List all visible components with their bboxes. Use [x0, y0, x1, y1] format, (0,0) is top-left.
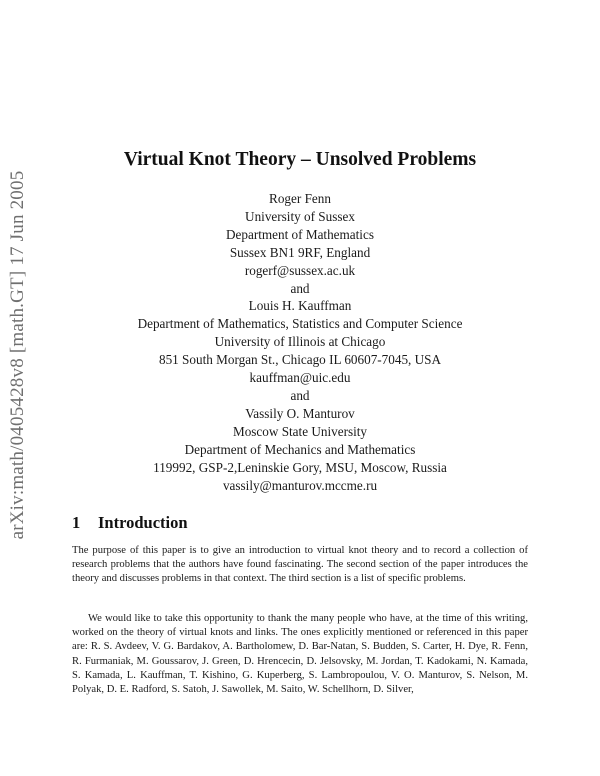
and-separator: and [290, 280, 310, 296]
paper-title: Virtual Knot Theory – Unsolved Problems [123, 149, 477, 170]
body-paragraph: The purpose of this paper is to give an introduction to virtual knot theory and to record a collection of research problems that the authors have found fascinating. The second section of the paper introduces the theory and discusses problems in that context. The third section is a list of specific problems. [72, 545, 528, 585]
section-heading [72, 513, 188, 533]
address-line: 851 South Morgan St., Chicago IL 60607-7045, USA [158, 352, 442, 368]
affiliation-line: University of Illinois at Chicago [214, 334, 386, 350]
email-fenn: rogerf@sussex.ac.uk [244, 262, 356, 278]
affiliation-line: Moscow State University [232, 423, 368, 439]
affiliation-line: University of Sussex [245, 208, 355, 224]
affiliation-line: Department of Mathematics, Statistics and Computer Science [137, 316, 463, 332]
address-line: Sussex BN1 9RF, England [229, 244, 371, 260]
body-paragraph: We would like to take this opportunity to thank the many people who have, at the time of this writing, worked on the theory of virtual knots and links. The ones explicitly mentioned or referenced in this paper are: R. S. Avdeev, V. G. Bardakov, A. Bartholomew, D. Bar-Natan, S. Budden, S. Carter, H. Dye, R. Fenn, R. Furmaniak, M. Goussarov, J. Green, D. Hrencecin, D. Jelsovsky, M. Jordan, T. Kadokami, N. Kamada, S. Kamada, L. Kauffman, T. Kishino, G. Kuperberg, S. Lambropoulou, V. O. Manturov, S. Nelson, M. Polyak, D. E. Radford, S. Satoh, J. Sawollek, M. Saito, W. Schellhorn, D. Silver, [72, 613, 528, 696]
affiliation-line: Department of Mathematics [226, 226, 374, 242]
address-line: 119992, GSP-2,Leninskie Gory, MSU, Moscow, Russia [153, 459, 447, 475]
author-name-manturov: Vassily O. Manturov [245, 405, 355, 421]
and-separator: and [290, 387, 310, 403]
email-kauffman: kauffman@uic.edu [249, 370, 351, 386]
email-manturov: vassily@manturov.mccme.ru [222, 477, 378, 493]
author-name-fenn: Roger Fenn [269, 191, 331, 206]
arxiv-identifier: arXiv:math/0405428v8 [math.GT] 17 Jun 2005 [7, 170, 28, 540]
author-name-kauffman: Louis H. Kauffman [248, 298, 352, 314]
author-block [0, 190, 600, 494]
affiliation-line: Department of Mechanics and Mathematics [184, 441, 416, 457]
section-number: 1 [72, 513, 81, 532]
section-title: Introduction [98, 513, 188, 532]
